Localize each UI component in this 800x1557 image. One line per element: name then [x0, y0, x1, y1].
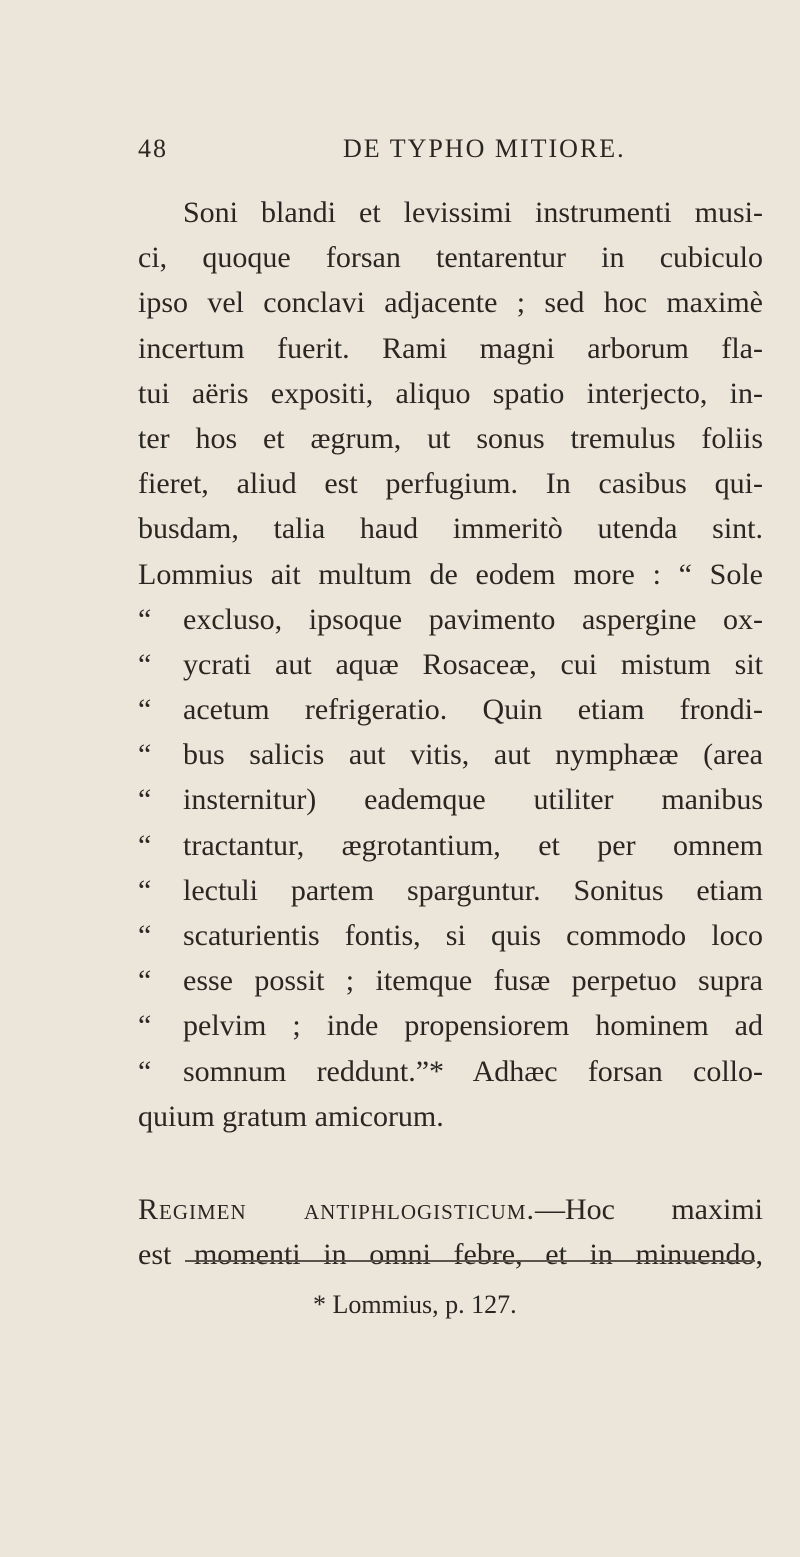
page-header	[138, 134, 758, 174]
quote-mark: “	[138, 964, 152, 998]
quote-mark: “	[138, 738, 152, 772]
quote-line	[138, 777, 763, 822]
quote-line	[138, 1049, 763, 1094]
quote-text: lectuli partem sparguntur. Sonitus etiam	[183, 873, 763, 907]
footnote-rule	[185, 1260, 755, 1262]
quote-text: pelvim ; inde propensiorem hominem ad	[183, 1009, 763, 1043]
text-line: Lommius ait multum de eodem more : “ Sole	[138, 557, 763, 591]
quote-line	[138, 868, 763, 913]
quote-mark: “	[138, 783, 152, 817]
text-line: incertum fuerit. Rami magni arborum fla-	[138, 331, 763, 365]
section-heading: Regimen antiphlogisticum.	[138, 1192, 536, 1226]
quote-text: tractantur, ægrotantium, et per omnem	[183, 828, 763, 862]
page-number: 48	[138, 134, 168, 163]
body-text	[138, 190, 763, 1277]
quote-line	[138, 913, 763, 958]
quote-mark: “	[138, 693, 152, 727]
quote-text: insternitur) eademque utiliter manibus	[183, 783, 763, 817]
paragraph-gap	[138, 1139, 763, 1187]
text-line: busdam, talia haud immeritò utenda sint.	[138, 512, 763, 546]
text-line: Soni blandi et levissimi instrumenti musi-	[183, 196, 763, 229]
footnote: * Lommius, p. 127.	[313, 1290, 517, 1319]
text-line: ci, quoque forsan tentarentur in cubiculo	[138, 241, 763, 275]
text-line: quium gratum amicorum.	[138, 1099, 444, 1133]
quote-text: scaturientis fontis, si quis commodo loco	[183, 919, 763, 952]
quote-text: esse possit ; itemque fusæ perpetuo supra	[183, 964, 763, 998]
quote-text: acetum refrigeratio. Quin etiam frondi-	[183, 693, 763, 727]
quote-mark: “	[138, 1054, 152, 1088]
quote-line	[138, 732, 763, 777]
quote-text: ycrati aut aquæ Rosaceæ, cui mistum sit	[183, 647, 763, 681]
text-run: —Hoc maximi	[535, 1192, 763, 1226]
text-line: ipso vel conclavi adjacente ; sed hoc maximè	[138, 286, 763, 320]
quote-mark: “	[138, 873, 152, 907]
text-line: fieret, aliud est perfugium. In casibus qui-	[138, 467, 763, 501]
text-line: ter hos et ægrum, ut sonus tremulus foliis	[138, 421, 763, 455]
quote-text: excluso, ipsoque pavimento aspergine ox-	[183, 602, 763, 636]
text-line: tui aëris expositi, aliquo spatio interjecto, in-	[138, 376, 763, 410]
quote-text: bus salicis aut vitis, aut nymphææ (area	[183, 738, 763, 772]
text-line: est momenti in omni febre, et in minuendo,	[138, 1238, 763, 1272]
quote-mark: “	[138, 1009, 152, 1043]
quote-mark: “	[138, 647, 152, 681]
running-head: DE TYPHO MITIORE.	[343, 134, 626, 163]
quote-line	[138, 823, 763, 868]
quote-line	[138, 642, 763, 687]
quote-text: somnum reddunt.”* Adhæc forsan collo-	[183, 1054, 763, 1088]
quote-line	[138, 687, 763, 732]
quote-line	[138, 1003, 763, 1048]
quote-mark: “	[138, 919, 152, 952]
regimen-heading-line	[138, 1187, 763, 1232]
quote-line	[138, 597, 763, 642]
quote-mark: “	[138, 828, 152, 862]
quote-line	[138, 958, 763, 1003]
quote-mark: “	[138, 602, 152, 636]
